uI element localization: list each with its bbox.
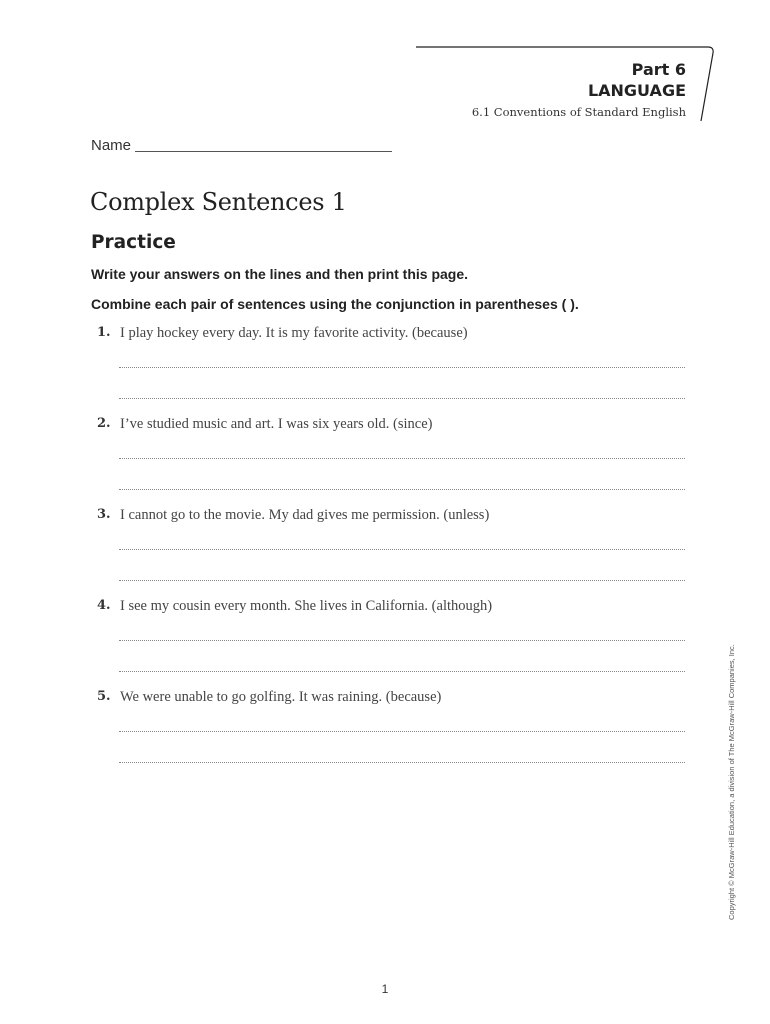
- page-number: 1: [381, 982, 389, 996]
- instruction-print: Write your answers on the lines and then print this page.: [91, 266, 469, 282]
- exercise-item-5: [91, 688, 687, 768]
- item-prompt: I play hockey every day. It is my favorite activity. (because): [120, 325, 468, 341]
- subject-label: LANGUAGE: [587, 81, 686, 100]
- page-title: Complex Sentences 1: [90, 188, 347, 216]
- instruction-combine: Combine each pair of sentences using the conjunction in parentheses ( ).: [91, 296, 579, 312]
- item-number: 2.: [97, 416, 111, 431]
- item-number: 5.: [97, 689, 111, 704]
- exercise-item-3: [91, 506, 687, 586]
- item-number: 3.: [97, 507, 111, 522]
- answer-line[interactable]: [119, 549, 685, 550]
- exercise-item-4: [91, 597, 687, 677]
- item-number: 4.: [97, 598, 111, 613]
- answer-line[interactable]: [119, 731, 685, 732]
- answer-line[interactable]: [119, 458, 685, 459]
- item-prompt: I cannot go to the movie. My dad gives me permission. (unless): [120, 507, 490, 523]
- item-prompt: We were unable to go golfing. It was raining. (because): [120, 689, 442, 705]
- answer-line[interactable]: [119, 762, 685, 763]
- answer-line[interactable]: [119, 367, 685, 368]
- copyright-notice: Copyright © McGraw-Hill Education, a division of The McGraw-Hill Companies, Inc.: [727, 644, 736, 920]
- practice-heading: Practice: [91, 232, 176, 253]
- answer-line[interactable]: [119, 489, 685, 490]
- exercise-item-2: [91, 415, 687, 495]
- name-label: Name: [91, 137, 132, 154]
- section-label: 6.1 Conventions of Standard English: [471, 105, 686, 119]
- item-prompt: I see my cousin every month. She lives in California. (although): [120, 598, 493, 614]
- item-number: 1.: [97, 325, 111, 340]
- part-label: Part 6: [631, 60, 686, 79]
- answer-line[interactable]: [119, 398, 685, 399]
- answer-line[interactable]: [119, 640, 685, 641]
- name-field[interactable]: [91, 137, 131, 157]
- answer-line[interactable]: [119, 580, 685, 581]
- answer-line[interactable]: [119, 671, 685, 672]
- exercise-item-1: [91, 324, 687, 404]
- name-input-line[interactable]: [135, 151, 392, 152]
- item-prompt: I’ve studied music and art. I was six years old. (since): [120, 416, 433, 432]
